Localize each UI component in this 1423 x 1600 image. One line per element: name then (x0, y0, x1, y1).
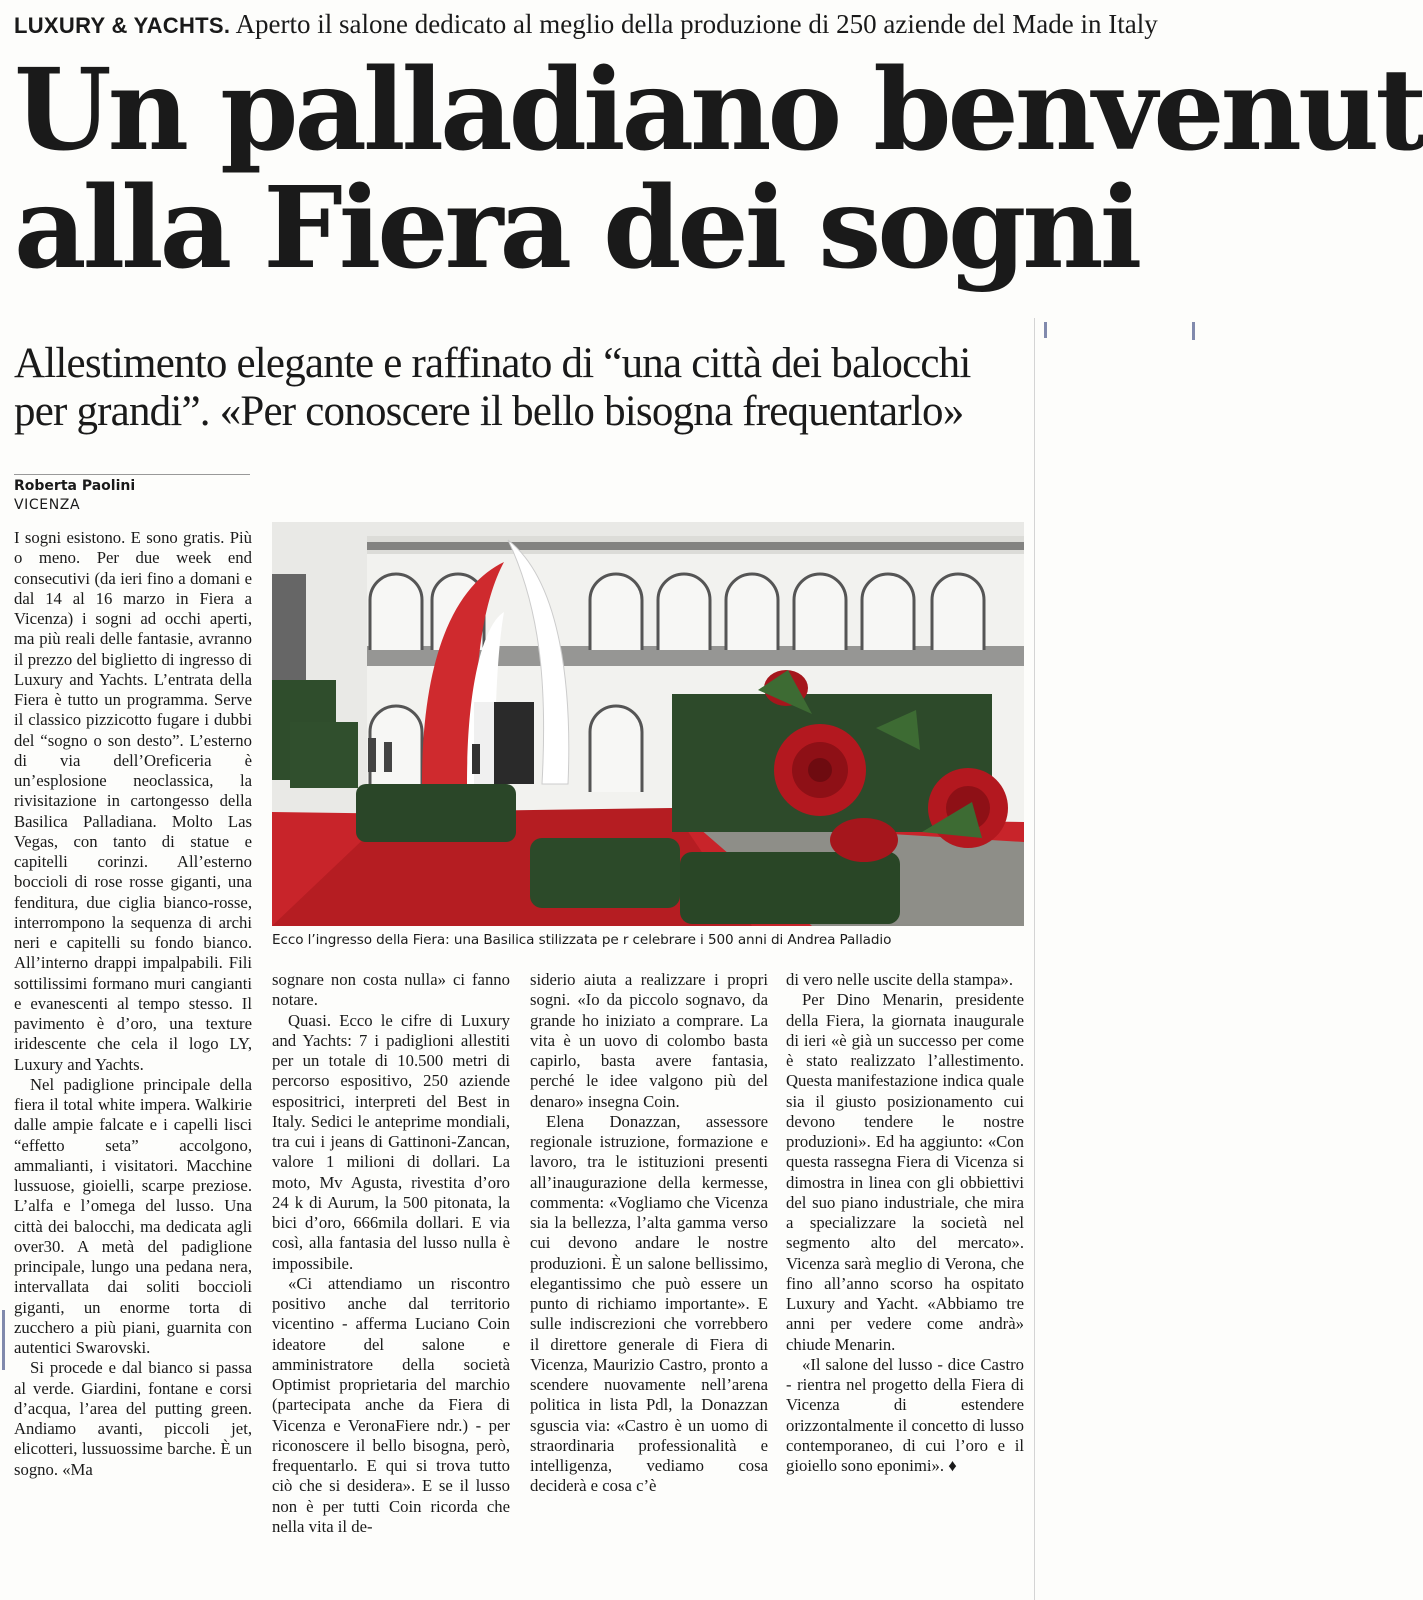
article-column-2 (272, 970, 510, 1594)
photo-basilica-entrance-icon (272, 522, 1024, 926)
kicker-text: Aperto il salone dedicato al meglio della produzione di 250 aziende del Made in Italy (235, 9, 1158, 39)
headline-line-2: alla Fiera dei sogni (14, 163, 1139, 294)
paragraph: Per Dino Menarin, presidente della Fiera, la giornata inaugurale di ieri «è già un successo per come è stato realizzato l’allestimento. Questa manifestazione indica quale sia il giusto posizionamento cui devono tendere le nostre produzioni». Ed ha aggiunto: «Con questa rassegna Fiera di Vicenza si dimostra in linea con gli obbiettivi del suo piano industriale, che mira a specializzare la società nel segmento alto del mercato». Vicenza sarà meglio di Verona, che fino all’anno scorso ha ospitato Luxury and Yacht. «Abbiamo tre anni per vedere come andrà» chiude Menarin. (786, 990, 1024, 1354)
headline (14, 45, 1423, 294)
byline-divider (14, 474, 250, 475)
paragraph: I sogni esistono. E sono gratis. Più o meno. Per due week end consecutivi (da ieri fino a domani e dal 14 al 16 marzo in Fiera a Vicenza) i sogni ad occhi aperti, ma più reali delle fantasie, avranno il prezzo del biglietto di ingresso di Luxury and Yachts. L’entrata della Fiera è tutto un programma. Serve il classico pizzicotto fugare i dubbi del “sogno o son desto”. L’esterno di via dell’Oreficeria è un’esplosione neoclassica, la rivisitazione in cartongesso della Basilica Palladiana. Molto Las Vegas, con tanto di statue e capitelli corinzi. All’esterno boccioli di rose rosse giganti, una fenditura, due ciglia bianco-rosse, interrompono la sequenza di archi neri e capitelli su fondo bianco. All’interno drappi impalpabili. Fili sottilissimi formano muri cangianti e evanescenti al tempo stesso. Il pavimento è d’oro, una texture iridescente che cela il logo LY, Luxury and Yachts. (14, 528, 252, 1074)
paragraph: «Ci attendiamo un riscontro positivo anche dal territorio vicentino - afferma Luciano Coin ideatore del salone e amministratore della società Optimist proprietaria del marchio (partecipata anche da Fiera di Vicenza e VeronaFiere ndr.) - per riconoscere il bello bisogna, però, frequentarlo. E qui si trova tutto ciò che si desidera». E se il lusso non è per tutti Coin ricorda che nella vita il de- (272, 1273, 510, 1536)
byline-author: Roberta Paolini (14, 478, 136, 494)
subheadline-line-1: Allestimento elegante e raffinato di “una città dei balocchi (14, 340, 971, 387)
page-edge-divider (1034, 318, 1035, 1600)
paragraph: Elena Donazzan, assessore regionale istruzione, formazione e lavoro, tra le istituzioni presenti all’inaugurazione della kermesse, commenta: «Vogliamo che Vicenza sia la bellezza, l’alta gamma verso cui devono andare le nostre produzioni. È un salone bellissimo, elegantissimo che può essere un punto di richiamo importante». E sulle indiscrezioni che vorrebbero il direttore generale di Fiera di Vicenza, Maurizio Castro, pronto a scendere nuovamente nell’arena politica in lista Pdl, la Donazzan sguscia via: «Castro è un uomo di straordinaria professionalità e intelligenza, vediamo cosa deciderà e cosa c’è (530, 1111, 768, 1496)
paragraph: siderio aiuta a realizzare i propri sogni. «Io da piccolo sognavo, da grande ho iniziato a comprare. La vita è un uovo di colombo basta capirlo, basta avere fantasia, perché le idee valgono più del denaro» insegna Coin. (530, 970, 768, 1111)
kicker-label: LUXURY & YACHTS. (14, 13, 231, 38)
paragraph: Si procede e dal bianco si passa al verde. Giardini, fontane e corsi d’acqua, l’area del putting green. Andiamo avanti, piccoli jet, elicotteri, lussuossime barche. È un sogno. «Ma (14, 1358, 252, 1479)
headline-line-1: Un palladiano benvenut (14, 45, 1423, 176)
paragraph: sognare non costa nulla» ci fanno notare. (272, 970, 510, 1010)
paragraph: Nel padiglione principale della fiera il total white impera. Walkirie dalle ampie falcate e i capelli lisci “effetto seta” accolgono, ammalianti, i visitatori. Macchine lussuose, gioielli, scarpe preziose. L’alfa e l’omega del lusso. Una città dei balocchi, ma dedicata agli over30. A metà del padiglione principale, lungo una pedana nera, intervallata dai soliti boccioli giganti, un enorme torta di zucchero a più piani, guarnita con autentici Swarovski. (14, 1074, 252, 1357)
article-column-1 (14, 528, 252, 1594)
paragraph: di vero nelle uscite della stampa». (786, 970, 1014, 989)
scan-mark (2, 1310, 5, 1370)
article-column-3 (530, 970, 768, 1594)
subheadline-line-2: per grandi”. «Per conoscere il bello bisogna frequentarlo» (14, 388, 964, 435)
article-column-4 (786, 970, 1024, 1594)
paragraph: «Il salone del lusso - dice Castro - rientra nel progetto della Fiera di Vicenza di estendere orizzontalmente il concetto di lusso contemporaneo, di cui l’oro e il gioiello sono eponimi». ♦ (786, 1354, 1024, 1475)
paragraph: Quasi. Ecco le cifre di Luxury and Yachts: 7 i padiglioni allestiti per un totale di 10.500 metri di percorso espositivo, 250 aziende espositrici, interpreti del Best in Italy. Sedici le anteprime mondiali, tra cui i jeans di Gattinoni-Zancan, valore 1 milioni di dollari. La moto, Mv Agusta, rivestita d’oro 24 k di Aurum, la 500 pitonata, la bici d’oro, 666mila dollari. E via così, alla fantasia del lusso nulla è impossibile. (272, 1010, 510, 1273)
subheadline (14, 340, 1024, 436)
byline-location: VICENZA (14, 497, 81, 513)
kicker (14, 8, 1204, 40)
article-photo (272, 522, 1024, 926)
scan-mark (1044, 322, 1047, 338)
photo-caption: Ecco l’ingresso della Fiera: una Basilica stilizzata pe r celebrare i 500 anni di Andrea Palladio (272, 932, 892, 948)
scan-mark (1192, 322, 1195, 340)
